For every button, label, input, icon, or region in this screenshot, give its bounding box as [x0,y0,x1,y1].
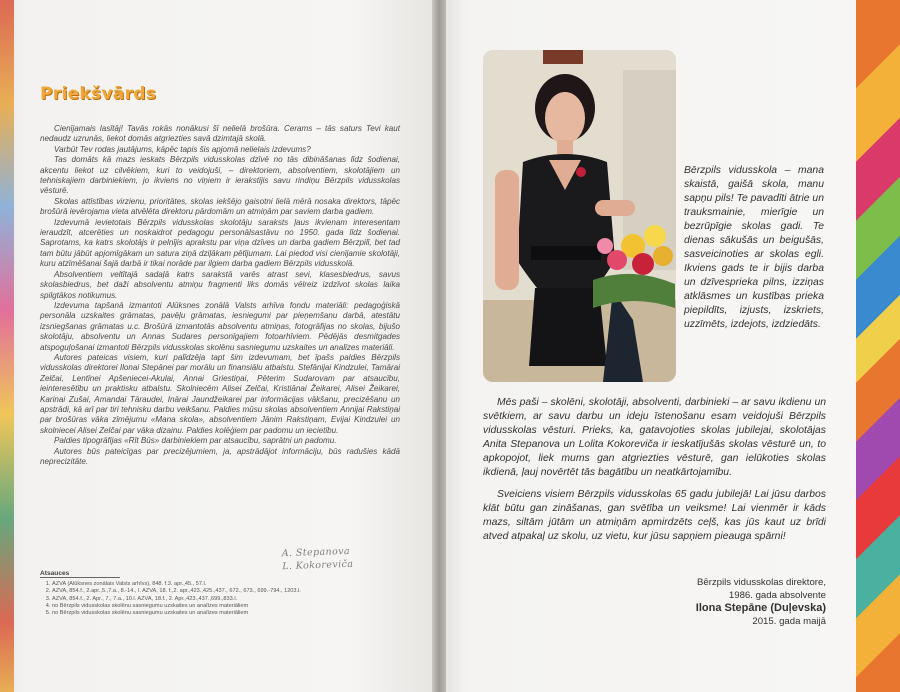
paragraph: Mēs paši – skolēni, skolotāji, absolventi, darbinieki – ar savu ikdienu un svētkiem, ar savu darbu un ideju īstenošanu esam veidojuši Bērzpils vidusskolas vēsturi. Prieks, ka, gatavojoties skolas jubilejai, skolotājas Anita Stepanova un Lolita Kokoreviča ir ieskatījušās skolas vēsturē un, to apkopojot, liek mums gan atgriezties vēsturē, gan ielūkoties skolas ikdienā, ļauj novērtēt tās bagātību un neatkārtojamību. [483,397,826,478]
paragraph: Izdevumā ievietotais Bērzpils vidusskolas skolotāju saraksts ļaus ikvienam interesentam ieraudzīt, atcerēties un noskaidrot pedagogu personālsastāvu no 1950. gada līdz šodienai. Saprotams, ka katrs skolotājs ir pelnījis aprakstu par viņa dzīves un darba gadiem Bērzpilī, bet tad tam būtu jābūt apjomīgākam un satura ziņā dziļākam pētījumam. Lai piedod visi cienījamie skolotāji, kuru atzīmēšanai šajā darbā ir tikai norāde par ilgiem darba gadiem Bērzpils vidusskolā. [40,217,400,269]
footnote: 1. AZVA (Alūksnes zonālais Valsts arhīvs), 848. f.3. apr.,45., 57.l. [52,581,400,588]
footnote: 4. no Bērzpils vidusskolas skolēnu sasniegumu uzskaites un analīzes materiāliem [52,603,400,610]
portrait-photo [483,50,676,382]
foreword-text [40,124,400,467]
footnote: 2. AZVA, 854.f., 2.apr.,5.,7.a., 8.-14., l. AZVA, 18. f.,2. apr.,423.,425.,437., 672., 673., 699.-794., 1203.l. [52,588,400,595]
footnotes [40,570,400,617]
director-address [483,396,826,552]
portrait-illustration [483,50,676,382]
footnotes-title: Atsauces [40,570,120,578]
paragraph: Autores pateicas visiem, kuri palīdzēja tapt šim izdevumam, bet īpašs paldies Bērzpils vidusskolas direktorei Ilonai Stepānei par morālu un finansiālu atbalstu. Stefānijai Kindzulei, Tamārai Zelčai, Lentīnei Apšeniecei-Akulai, Annai Griestiņai, Pēterim Sudarovam par atsaucību, ieinteresētību un praktisku atbalstu. Skolniecēm Alisei Zelčai, Kristiānai Žeikarei, Alisei Žeikarei, Karinai Zušai, Amandai Tāraudei, Inārai Jaundžeikarei par informācijas vākšanu, precizēšanu un apstrādi, kā arī par tiri tehnisku darbu veikšanu. Paldies mūsu skolas absolventiem Annijai Rakstiņai par brošūras vāka zīmējumu «Mana skola», absolventiem Jānim Rakstiņam, Evijai Kindzulei un skolniecei Alisei Zelčai par vāka dizainu. Paldies kolēģiem par padomu un iecietību. [40,352,400,435]
signature-line: A. Stepanova [281,545,351,560]
paragraph: Autores būs pateicīgas par precizējumiem, ja, apstrādājot informāciju, būs radušies kādā neprecizitāte. [40,446,400,466]
paragraph: Absolventiem veltītajā sadaļā katrs sarakstā varēs atrast sevi, klasesbiedrus, savus skolasbiedrus, bet daži absolventu atmiņu fragmenti liks domās vēlreiz izdzīvot skolas laika spilgtākos notikumus. [40,269,400,300]
paragraph: Skolas attīstības virzienu, prioritātes, skolas iekšējo gaisotni lielā mērā nosaka direktors, tāpēc brošūrā ievērojama vieta atvēlēta direktoru pārdomām un atmiņām par saviem darba gadiem. [40,196,400,217]
signature-role: Bērzpils vidusskolas direktore, [696,577,826,588]
handwritten-signature [282,545,354,573]
signature-date: 2015. gada maijā [752,616,826,627]
left-decorative-strip [0,0,14,692]
right-decorative-strip [856,0,900,692]
footnote: 5. no Bērzpils vidusskolas skolēnu sasniegumu uzskaites un analīzes materiāliem [52,610,400,617]
signature-graduation: 1986. gada absolvente [728,590,826,601]
page-title: Priekšvārds [40,84,157,104]
paragraph: Izdevuma tapšanā izmantoti Alūksnes zonālā Valsts arhīva fondu materiāli: pedagoģiskā personāla uzskaites grāmatas, pavēļu grāmatas, iesniegumi par pieņemšanu darbā, atestātu izsniegšanas grāmatas u.c. Brošūrā izmantotās absolventu atmiņas, fotogrāfijas no skolas, bijušo skolotāju, absolventu un Annas Sudares personīgajiem fotoarhīviem. Pēdējās desmitgades atspoguļošanai izmantoti Bērzpils vidusskolas skolēnu sasniegumu uzskaites un analīzes materiāli. [40,300,400,352]
footnote: 3. AZVA, 854.f., 2. Apr., 7., 7.a., 10.l. AZVA, 18.f., 2. Apr.,423.,437.,699.,833.l. [52,596,400,603]
signature-name: Ilona Stepāne (Duļevska) [695,602,826,614]
director-signature-block [600,576,826,628]
paragraph: Cienījamais lasītāj! Tavās rokās nonākusi šī nelielā brošūra. Cerams – tās saturs Tevi kaut nedaudz uzrunās, liekot domās atgriezties savā dzimtajā skolā. [40,124,400,144]
paragraph: Paldies tipogrāfijas «Rīt Būs» darbiniekiem par atsaucību, saprātni un padomu. [54,436,337,446]
paragraph: Varbūt Tev rodas jautājums, kāpēc tapis šis apjomā nelielais izdevums? [54,144,311,154]
paragraph: Tas domāts kā mazs ieskats Bērzpils vidusskolas dzīvē no tās dibināšanas līdz šodienai, akcentu liekot uz cilvēkiem, kuri to veidojuši, – direktoriem, absolventiem, skolotājiem un tehniskajiem darbiniekiem, jo ikviens no viņiem ir ierakstījis savu rindiņu Bērzpils vidusskolas vēsturē. [40,155,400,196]
paragraph: Sveiciens visiem Bērzpils vidusskolas 65 gadu jubilejā! Lai jūsu darbos klāt būtu gan zināšanas, gan svētība un veiksme! Lai vienmēr ir kāds mazs, siltām jūtām un atmiņām apmirdzēts ceļš, kas jūs kaut uz brīdi atved atpakaļ uz skolu, uz vietu, kur jūsu sapņiem pieauga spārni! [483,489,826,542]
poem-text: Bērzpils vidusskola – mana skaistā, gaišā skola, manu sapņu pils! Te pavadīti ātrie un trauksmainie, mierīgie un bezrūpīgie skolas gadi. Te dienas sākušās un beigušās, sasveicinoties ar skolas egli. Ikviens gads te ir bijis darba un dzīvesprieka pilns, izziņas atklāsmes un kustības prieka piepildīts, izjusts, izskriets, uzzīmēts, izdejots, izdziedāts. [684,165,824,330]
signature-line: L. Kokoreviča [282,558,354,573]
